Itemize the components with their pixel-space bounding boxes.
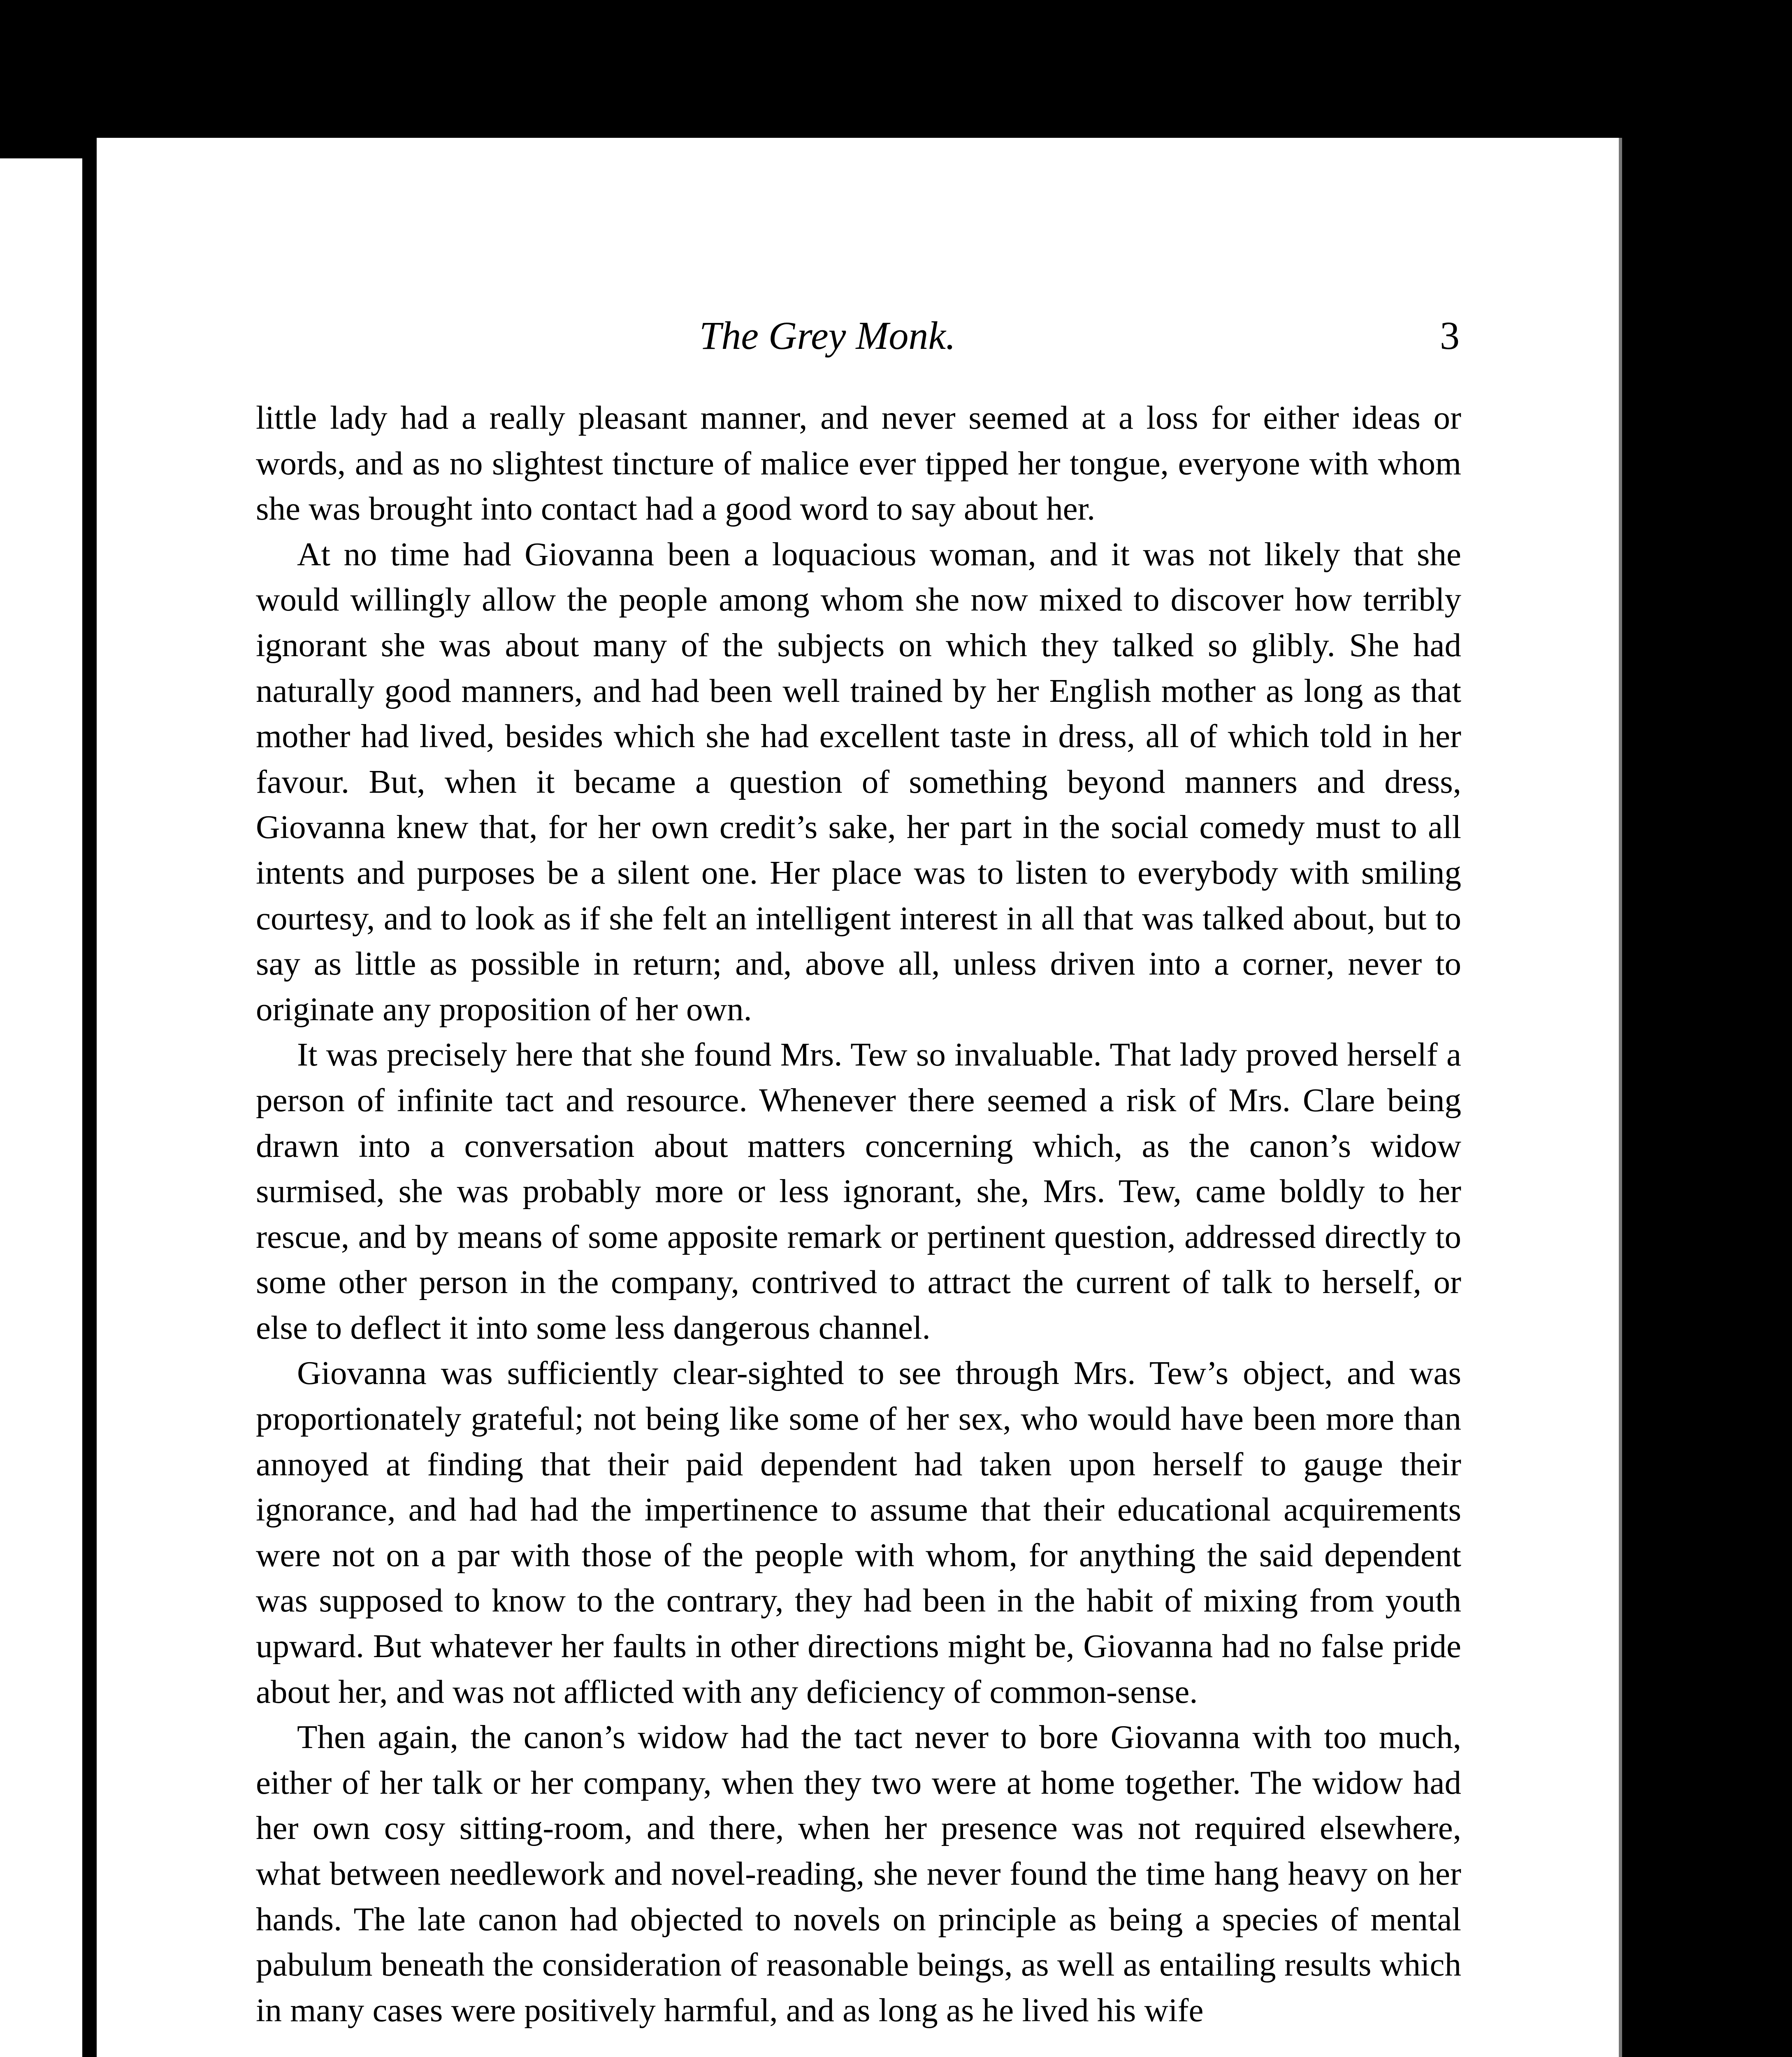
paragraph: Then again, the canon’s widow had the tact never to bore Giovanna with too much, either of her talk or her company, when they two were at home together. The widow had her own cosy sitting-room, and there, when her presence was not required elsewhere, what between needlework and novel-reading, she never found the time hang heavy on her hands. The late canon had objected to novels on principle as being a species of mental pabulum beneath the consideration of reasonable beings, as well as entailing results which in many cases were positively harmful, and as long as he lived his wife	[256, 1718, 1461, 2029]
paragraph: It was precisely here that she found Mrs. Tew so invaluable. That lady proved herself a person of infinite tact and resource. Whenever there seemed a risk of Mrs. Clare being drawn into a conversation about matters concerning which, as the canon’s widow surmised, she was probably more or less ignorant, she, Mrs. Tew, came boldly to her rescue, and by means of some apposite remark or pertinent question, addressed directly to some other person in the company, contrived to attract the current of talk to herself, or else to deflect it into some less dangerous channel.	[256, 1036, 1461, 1346]
paragraph: At no time had Giovanna been a loquacious woman, and it was not likely that she would willingly allow the people among whom she now mixed to discover how terribly ignorant she was about many of the subjects on which they talked so glibly. She had naturally good manners, and had been well trained by her English mother as long as that mother had lived, besides which she had excellent taste in dress, all of which told in her favour. But, when it became a question of something beyond manners and dress, Giovanna knew that, for her own credit’s sake, her part in the social comedy must to all intents and purposes be a silent one. Her place was to listen to everybody with smiling courtesy, and to look as if she felt an intelligent interest in all that was talked about, but to say as little as possible in return; and, above all, unless driven into a corner, never to originate any proposition of her own.	[256, 535, 1461, 1028]
running-head: The Grey Monk.	[699, 313, 956, 358]
body-text	[256, 395, 1461, 2033]
paragraph: Giovanna was sufficiently clear-sighted to see through Mrs. Tew’s object, and was proportionately grateful; not being like some of her sex, who would have been more than annoyed at finding that their paid dependent had taken upon herself to gauge their ignorance, and had had the impertinence to assume that their educational acquirements were not on a par with those of the people with whom, for anything the said dependent was supposed to know to the contrary, they had been in the habit of mixing from youth upward. But whatever her faults in other directions might be, Giovanna had no false pride about her, and was not afflicted with any deficiency of common-sense.	[256, 1354, 1461, 1710]
paragraph: little lady had a really pleasant manner, and never seemed at a loss for either ideas or words, and as no slightest tincture of malice ever tipped her tongue, everyone with whom she was brought into contact had a good word to say about her.	[256, 399, 1461, 527]
previous-page-edge	[0, 158, 82, 2057]
page-edge-shadow	[1619, 138, 1622, 2057]
page-number: 3	[1440, 313, 1460, 358]
